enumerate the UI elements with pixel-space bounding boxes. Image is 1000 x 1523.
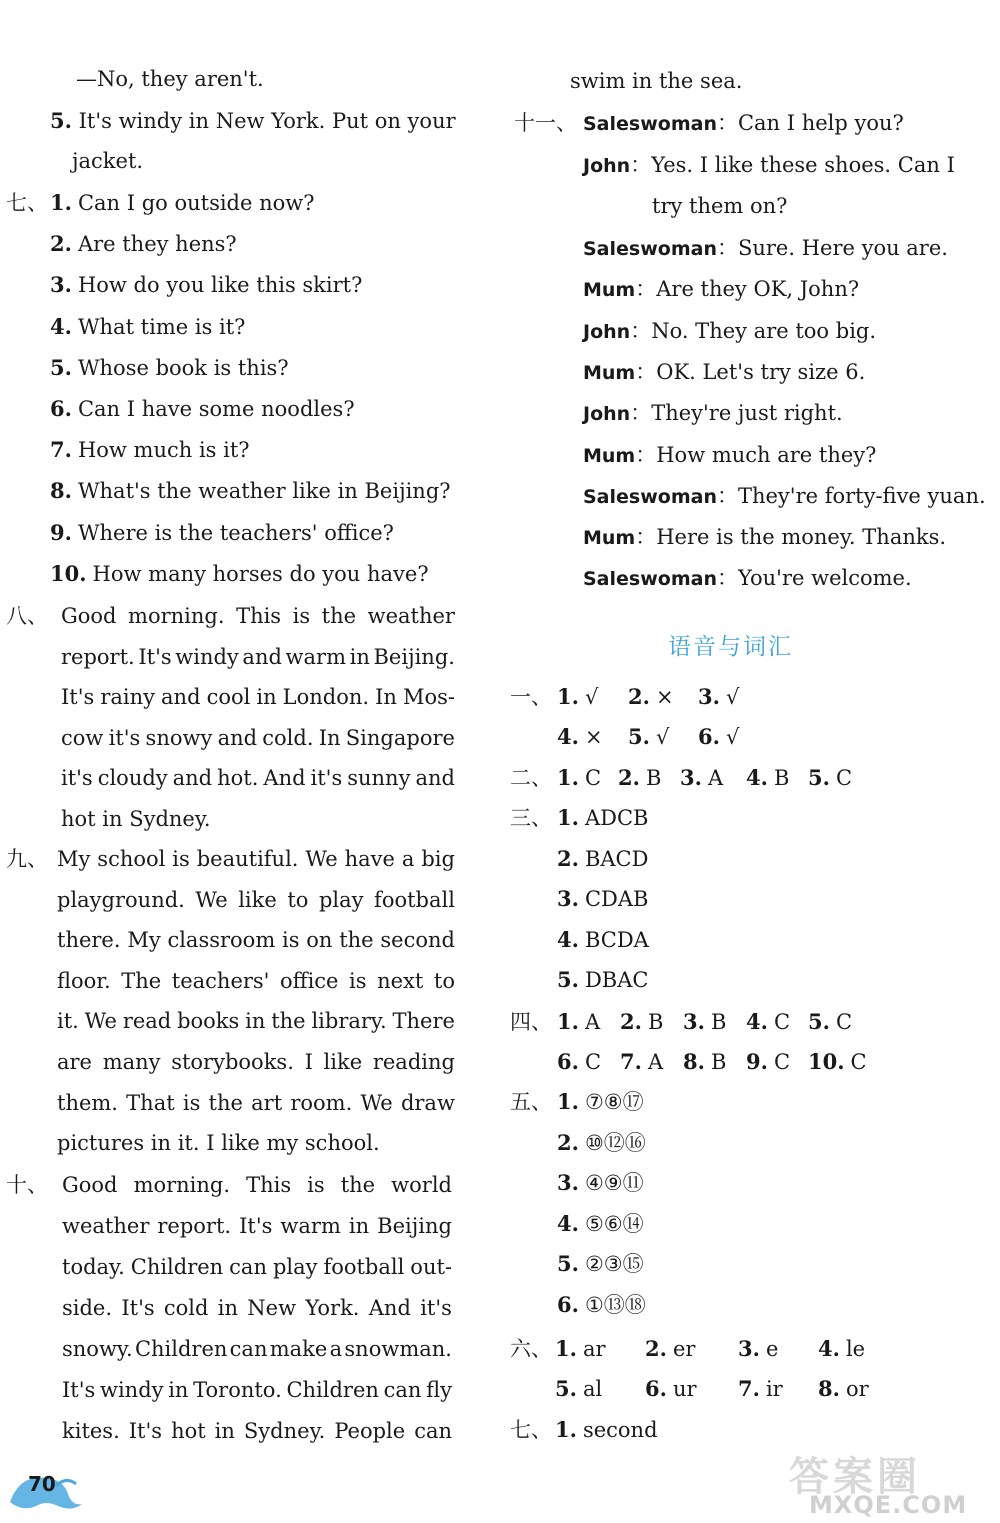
answer-number: 8. — [818, 1376, 840, 1401]
answer-number: 7. — [738, 1376, 760, 1401]
answer-value: ur — [672, 1377, 697, 1401]
answer-value: C — [773, 1050, 791, 1074]
answer-item — [557, 765, 601, 791]
answer-number: 2. — [557, 1129, 579, 1155]
answer-number: 4. — [557, 1210, 579, 1236]
paragraph-line: today. Children can play football out- — [62, 1255, 452, 1279]
answer-value: le — [845, 1337, 866, 1361]
answer-item — [620, 1009, 663, 1035]
paragraph-line: snowy. Children can make a snowman. — [62, 1337, 452, 1361]
answer-number: 1. — [557, 1009, 579, 1034]
answer-value: C — [773, 1010, 791, 1034]
answer-number: 4. — [557, 926, 579, 952]
answer-number: 3. — [738, 1336, 760, 1361]
answer-item — [738, 1376, 783, 1402]
paragraph-line: pictures in it. I like my school. — [57, 1131, 380, 1156]
speaker-colon: ： — [716, 111, 738, 135]
item-number: 1. — [50, 190, 72, 215]
dialogue-line — [583, 235, 948, 262]
answer-item — [557, 724, 603, 750]
item-text: What's the weather like in Beijing? — [77, 479, 451, 504]
answer-item — [557, 1009, 600, 1035]
answer-value: ②③⑮ — [584, 1252, 644, 1277]
answer-value: B — [710, 1050, 727, 1074]
answer-value: ④⑨⑪ — [584, 1171, 644, 1196]
page-number-badge — [6, 1464, 86, 1512]
dialogue-text: Can I help you? — [737, 111, 904, 135]
speaker-name: Mum — [583, 445, 636, 467]
answer-value: C — [850, 1050, 867, 1074]
answer-number: 8. — [683, 1049, 705, 1074]
answer-number: 2. — [645, 1336, 667, 1361]
item-number: 10. — [50, 560, 87, 586]
answer-value: or — [845, 1377, 869, 1401]
speaker-name: John — [583, 403, 631, 425]
item-text: Whose book is this? — [77, 355, 289, 380]
answer-item — [808, 1009, 852, 1035]
speaker-name: Mum — [583, 362, 636, 384]
answer-value: B — [710, 1010, 727, 1034]
answer-number: 6. — [557, 1049, 579, 1074]
answer-item — [557, 805, 648, 831]
answer-number: 9. — [746, 1049, 768, 1074]
answer-item — [557, 1170, 644, 1196]
dialogue-line — [583, 318, 876, 345]
answer-number: 3. — [557, 1170, 579, 1196]
answer-number: 6. — [557, 1292, 579, 1317]
dialogue-text: They're forty-five yuan. — [737, 484, 986, 508]
speaker-colon: ： — [635, 525, 657, 549]
speaker-colon: ： — [630, 401, 652, 425]
answer-line: 5. It's windy in New York. Put on your — [50, 108, 456, 133]
answer-number: 2. — [628, 684, 650, 709]
watermark-logo-text: 答案圈 — [789, 1454, 921, 1500]
answer-value: √ — [584, 685, 599, 709]
answer-item — [645, 1376, 697, 1402]
answer-value: A — [584, 1010, 601, 1034]
answer-item — [808, 765, 852, 791]
dialogue-text: They're just right. — [651, 401, 843, 425]
dialogue-text: OK. Let's try size 6. — [656, 360, 866, 384]
answer-number: 5. — [808, 1009, 830, 1034]
answer-line: —No, they aren't. — [76, 67, 264, 91]
paragraph-line: kites. It's hot in Sydney. People can — [62, 1419, 452, 1443]
paragraph-line: are many storybooks. I like reading — [57, 1050, 455, 1074]
dialogue-line — [583, 524, 946, 551]
dialogue-line — [583, 400, 843, 427]
answer-value: × — [655, 685, 674, 709]
answer-value: e — [765, 1337, 779, 1361]
answer-value: ⑩⑫⑯ — [584, 1130, 646, 1155]
answer-value: ⑤⑥⑭ — [584, 1211, 644, 1236]
answer-item — [818, 1376, 869, 1402]
answer-value: ir — [765, 1377, 783, 1401]
paragraph-line: it's cloudy and hot. And it's sunny and — [61, 766, 455, 791]
dialogue-text: How much are they? — [656, 443, 877, 467]
paragraph-line: It's windy in Toronto. Children can fly — [62, 1378, 452, 1402]
answer-value: CDAB — [584, 887, 649, 912]
section-label-11: 十一、 — [514, 111, 577, 135]
speaker-colon: ： — [716, 566, 738, 590]
answer-value: B — [773, 766, 790, 790]
item-number: 5. — [50, 354, 72, 380]
answer-item — [683, 1009, 726, 1035]
answer-item — [620, 1049, 663, 1075]
answer-line: swim in the sea. — [570, 69, 743, 93]
speaker-name: Mum — [583, 279, 636, 301]
dialogue-text: You're welcome. — [737, 566, 912, 590]
section-label-10: 十、 — [6, 1173, 48, 1197]
list-item — [50, 437, 250, 463]
section-label: 一、 — [510, 685, 552, 709]
section-label-8: 八、 — [6, 604, 48, 628]
answer-item — [555, 1336, 606, 1362]
answer-item — [628, 684, 674, 710]
answer-value: √ — [725, 725, 740, 749]
answer-number: 1. — [557, 684, 579, 709]
answer-number: 1. — [555, 1336, 577, 1361]
dialogue-text: No. They are too big. — [651, 319, 877, 343]
section-label-7: 七、 — [6, 191, 48, 215]
answer-number: 6. — [645, 1376, 667, 1401]
section-heading: 语音与词汇 — [668, 634, 793, 660]
speaker-colon: ： — [716, 236, 738, 260]
answer-item — [555, 1376, 602, 1402]
answer-item — [557, 1211, 644, 1237]
paragraph-line: It's rainy and cool in London. In Mos- — [61, 685, 455, 710]
answer-value: A — [707, 766, 724, 790]
section-label: 三、 — [510, 806, 552, 830]
dialogue-line — [583, 276, 859, 303]
answer-value: second — [582, 1418, 658, 1442]
answer-item — [557, 684, 598, 710]
paragraph-line: Good morning. This is the weather — [61, 604, 455, 628]
answer-value: al — [582, 1377, 603, 1401]
paragraph-line: them. That is the art room. We draw — [57, 1090, 455, 1115]
answer-number: 1. — [555, 1417, 577, 1442]
watermark — [789, 1445, 994, 1523]
section-label: 五、 — [510, 1090, 552, 1114]
paragraph-line: playground. We like to play football — [57, 887, 455, 912]
answer-item — [680, 765, 723, 791]
speaker-name: John — [583, 155, 631, 177]
speaker-name: Saleswoman — [583, 238, 717, 260]
answer-item — [746, 765, 789, 791]
answer-number: 2. — [618, 765, 640, 790]
answer-value: ①⑬⑱ — [584, 1293, 646, 1317]
answer-item — [645, 1336, 695, 1362]
item-text: How many horses do you have? — [92, 561, 429, 586]
answer-item — [557, 1130, 646, 1156]
answer-number: 5. — [557, 967, 579, 993]
answer-number: 1. — [557, 805, 579, 830]
dialogue-text: try them on? — [652, 194, 788, 218]
answer-item — [557, 1049, 601, 1075]
dialogue-line — [583, 442, 876, 469]
dialogue-text: Sure. Here you are. — [737, 236, 948, 260]
dialogue-text: Here is the money. Thanks. — [656, 525, 947, 549]
dialogue-line — [583, 110, 904, 137]
list-item — [50, 396, 355, 422]
paragraph-line: Good morning. This is the world — [62, 1173, 452, 1197]
answer-value: C — [835, 1010, 853, 1034]
speaker-colon: ： — [630, 319, 652, 343]
section-label: 四、 — [510, 1010, 552, 1034]
item-number: 9. — [50, 519, 72, 545]
item-text: Where is the teachers' office? — [77, 520, 394, 545]
paragraph-line: cow it's snowy and cold. In Singapore — [61, 725, 455, 750]
answer-number: 1. — [557, 1089, 579, 1114]
paragraph-line: it. We read books in the library. There — [57, 1009, 455, 1034]
answer-value: B — [645, 766, 662, 790]
dialogue-line — [652, 193, 787, 219]
paragraph-line: side. It's cold in New York. And it's — [62, 1296, 452, 1320]
answer-number: 4. — [746, 765, 768, 790]
speaker-name: Saleswoman — [583, 568, 717, 590]
answer-item — [618, 765, 661, 791]
speaker-name: Saleswoman — [583, 486, 717, 508]
paragraph-line: My school is beautiful. We have a big — [57, 847, 455, 871]
answer-item — [557, 1292, 646, 1318]
speaker-name: John — [583, 321, 631, 343]
dialogue-text: Yes. I like these shoes. Can I — [651, 153, 955, 177]
paragraph-line: report. It's windy and warm in Beijing. — [61, 644, 455, 669]
section-label-9: 九、 — [6, 847, 48, 871]
paragraph-line: hot in Sydney. — [61, 807, 211, 831]
answer-item — [738, 1336, 778, 1362]
item-text: How much is it? — [77, 438, 250, 463]
item-number: 4. — [50, 313, 72, 339]
answer-item — [557, 1251, 644, 1277]
answer-item — [746, 1009, 790, 1035]
item-number: 8. — [50, 478, 72, 504]
item-text: Can I go outside now? — [77, 191, 315, 215]
answer-number: 5. — [628, 724, 650, 749]
item-text: How do you like this skirt? — [77, 273, 363, 298]
answer-number: 2. — [620, 1009, 642, 1034]
dialogue-line — [583, 565, 912, 592]
answer-number: 4. — [557, 724, 579, 749]
watermark-url: MXQE.COM — [809, 1491, 968, 1519]
answer-number: 3. — [680, 765, 702, 790]
answer-line: jacket. — [72, 149, 144, 173]
answer-value: √ — [655, 725, 670, 749]
item-number: 3. — [50, 272, 72, 298]
answer-item — [698, 724, 739, 750]
section-label: 七、 — [510, 1418, 552, 1442]
speaker-colon: ： — [635, 360, 657, 384]
item-number: 6. — [50, 396, 72, 421]
page-number: 70 — [28, 1472, 56, 1496]
list-item — [50, 520, 394, 546]
answer-number: 3. — [683, 1009, 705, 1034]
answer-number: 1. — [557, 765, 579, 790]
answer-value: C — [584, 766, 602, 790]
paragraph-line: weather report. It's warm in Beijing — [62, 1214, 452, 1238]
answer-value: C — [835, 766, 853, 790]
item-number: 7. — [50, 437, 72, 463]
answer-value: BCDA — [584, 927, 649, 952]
speaker-name: Saleswoman — [583, 113, 717, 135]
paragraph-line: floor. The teachers' office is next to — [57, 968, 455, 993]
section-label: 六、 — [510, 1337, 552, 1361]
dialogue-line — [583, 152, 955, 179]
answer-number: 5. — [555, 1376, 577, 1401]
answer-value: BACD — [584, 846, 649, 871]
speaker-name: Mum — [583, 527, 636, 549]
paragraph-line: there. My classroom is on the second — [57, 928, 455, 953]
list-item — [50, 190, 315, 216]
answer-number: 4. — [746, 1009, 768, 1034]
answer-value: ⑦⑧⑰ — [584, 1090, 644, 1114]
answer-value: × — [584, 725, 603, 749]
answer-value: A — [647, 1050, 664, 1074]
answer-number: 10. — [808, 1049, 845, 1074]
answer-item — [555, 1417, 658, 1443]
answer-value: C — [584, 1050, 602, 1074]
item-text: Are they hens? — [77, 232, 237, 257]
answer-value: B — [647, 1010, 664, 1034]
answer-value: ADCB — [584, 806, 649, 830]
answer-value: er — [672, 1337, 696, 1361]
answer-item — [557, 927, 649, 953]
list-item — [50, 561, 429, 587]
answer-number: 4. — [818, 1336, 840, 1361]
answer-item — [557, 886, 648, 912]
item-number: 2. — [50, 231, 72, 257]
list-item — [50, 478, 451, 504]
dialogue-text: Are they OK, John? — [656, 277, 860, 301]
answer-item — [557, 967, 648, 993]
answer-item — [746, 1049, 790, 1075]
answer-number: 6. — [698, 724, 720, 749]
answer-number: 5. — [808, 765, 830, 790]
answer-value: √ — [725, 685, 740, 709]
answer-item — [698, 684, 739, 710]
dialogue-line — [583, 359, 865, 386]
answer-value: DBAC — [584, 968, 649, 993]
answer-item — [557, 846, 648, 872]
answer-item — [808, 1049, 867, 1075]
item-text: Can I have some noodles? — [77, 397, 355, 421]
list-item — [50, 314, 245, 340]
answer-number: 5. — [557, 1251, 579, 1277]
dialogue-line — [583, 483, 986, 510]
answer-number: 3. — [557, 886, 579, 912]
answer-item — [628, 724, 669, 750]
section-label: 二、 — [510, 766, 552, 790]
answer-item — [557, 1089, 644, 1115]
speaker-colon: ： — [635, 443, 657, 467]
list-item — [50, 355, 289, 381]
speaker-colon: ： — [716, 484, 738, 508]
speaker-colon: ： — [635, 277, 657, 301]
answer-number: 2. — [557, 845, 579, 871]
answer-item — [818, 1336, 865, 1362]
answer-value: ar — [582, 1337, 606, 1361]
answer-item — [683, 1049, 726, 1075]
list-item — [50, 272, 362, 298]
answer-number: 7. — [620, 1049, 642, 1074]
item-text: What time is it? — [77, 314, 246, 339]
list-item — [50, 231, 237, 257]
speaker-colon: ： — [630, 153, 652, 177]
answer-number: 3. — [698, 684, 720, 709]
